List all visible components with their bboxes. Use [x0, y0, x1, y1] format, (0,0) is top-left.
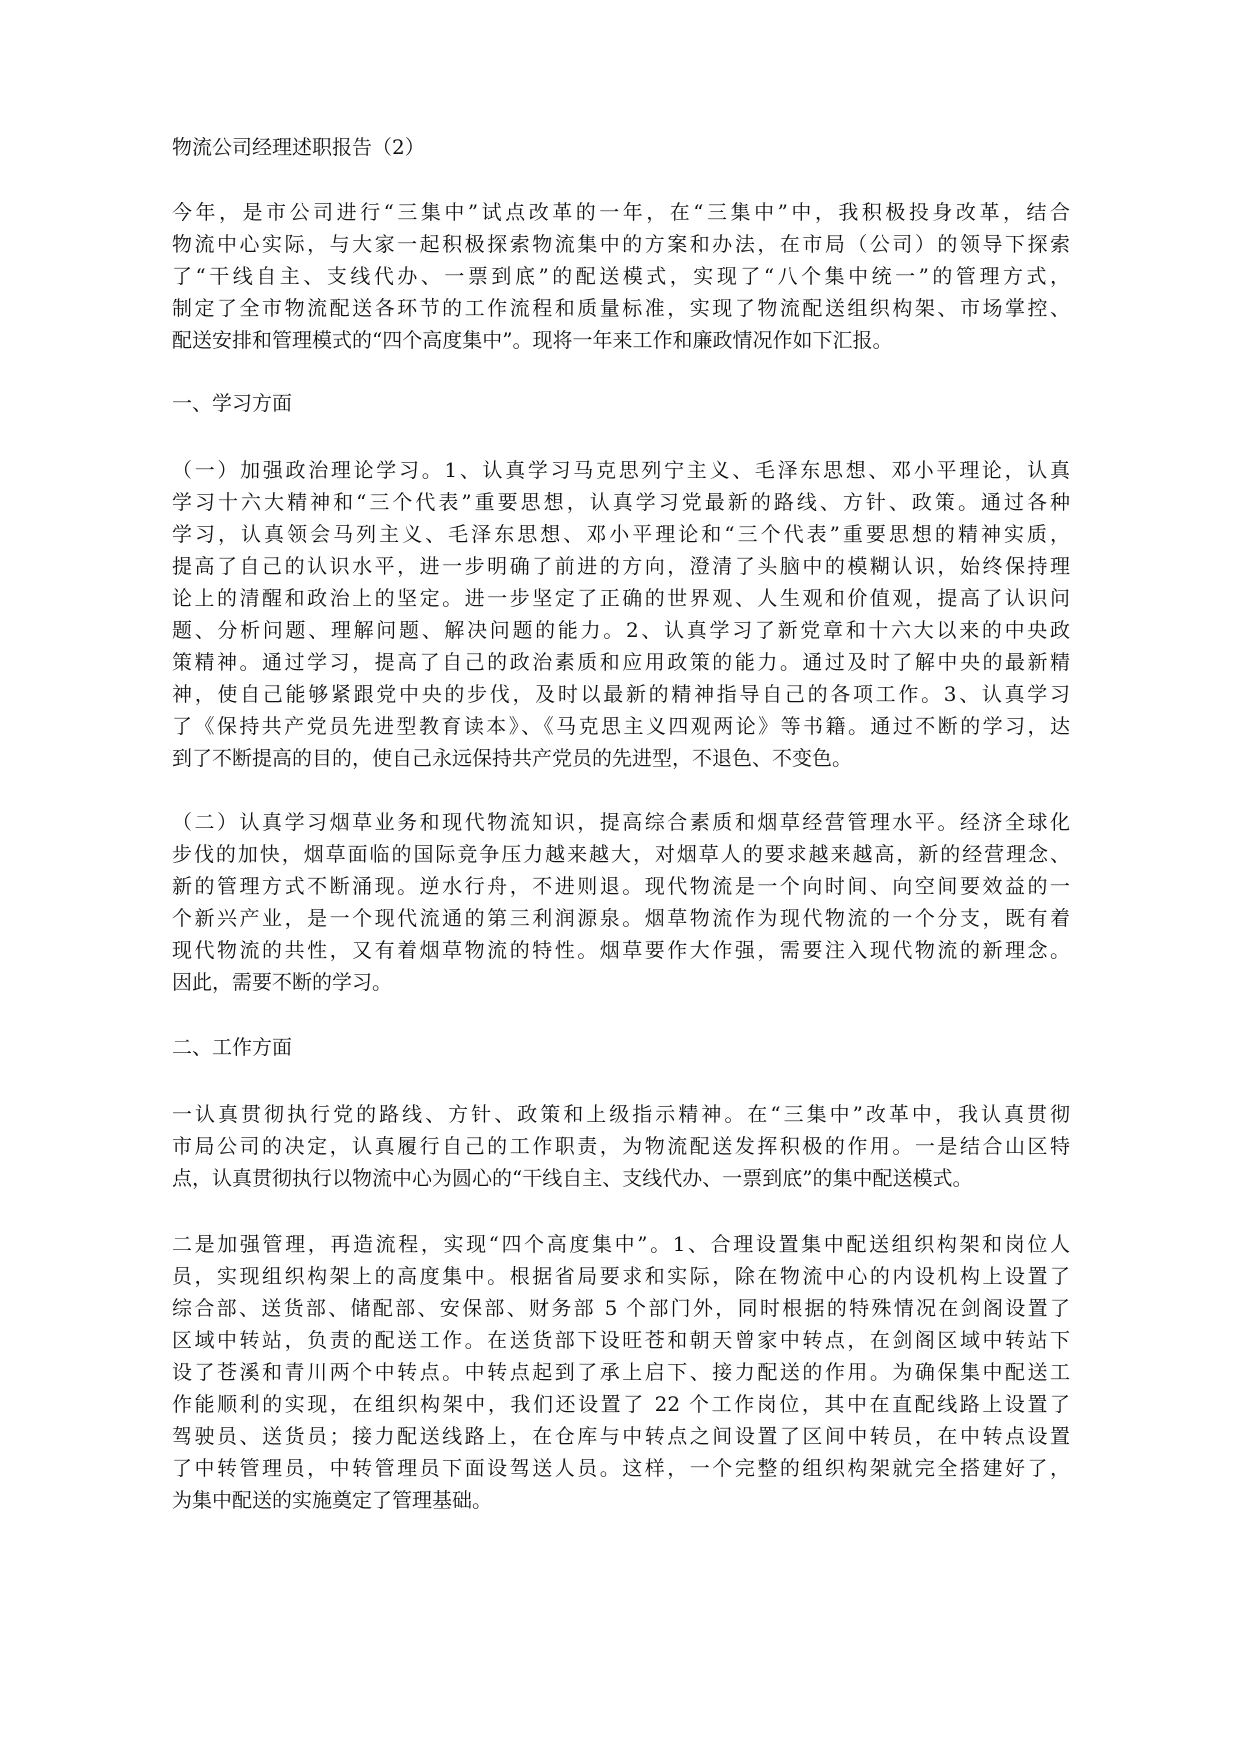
text-line: 作能顺利的实现，在组织构架中，我们还设置了 22 个工作岗位，其中在直配线路上设置了	[172, 1392, 1070, 1416]
text-line: 步伐的加快，烟草面临的国际竞争压力越来越大，对烟草人的要求越来越高，新的经营理念、	[172, 842, 1070, 866]
text-line: 现代物流的共性，又有着烟草物流的特性。烟草要作大作强，需要注入现代物流的新理念。	[172, 938, 1070, 962]
text-line: 驾驶员、送货员；接力配送线路上，在仓库与中转点之间设置了区间中转员，在中转点设置	[172, 1424, 1070, 1448]
text-line: 为集中配送的实施奠定了管理基础。	[172, 1488, 492, 1512]
text-line: 题、分析问题、理解问题、解决问题的能力。2、认真学习了新党章和十六大以来的中央政	[172, 618, 1070, 642]
document-title: 物流公司经理述职报告（2）	[172, 135, 425, 159]
text-line: 新的管理方式不断涌现。逆水行舟，不进则退。现代物流是一个向时间、向空间要效益的一	[172, 874, 1070, 898]
study-paragraph-1	[172, 454, 1070, 774]
text-line: 一认真贯彻执行党的路线、方针、政策和上级指示精神。在“三集中”改革中，我认真贯彻	[172, 1102, 1070, 1126]
text-line: （二）认真学习烟草业务和现代物流知识，提高综合素质和烟草经营管理水平。经济全球化	[172, 810, 1070, 834]
intro-paragraph	[172, 196, 1070, 356]
text-line: 神，使自己能够紧跟党中央的步伐，及时以最新的精神指导自己的各项工作。3、认真学习	[172, 682, 1070, 706]
text-line: 策精神。通过学习，提高了自己的政治素质和应用政策的能力。通过及时了解中央的最新精	[172, 650, 1070, 674]
text-line: 提高了自己的认识水平，进一步明确了前进的方向，澄清了头脑中的模糊认识，始终保持理	[172, 554, 1070, 578]
section-heading-study: 一、学习方面	[172, 391, 292, 415]
text-line: 因此，需要不断的学习。	[172, 970, 392, 994]
text-line: 二是加强管理，再造流程，实现“四个高度集中”。1、合理设置集中配送组织构架和岗位人	[172, 1232, 1070, 1256]
text-line: （一）加强政治理论学习。1、认真学习马克思列宁主义、毛泽东思想、邓小平理论，认真	[172, 458, 1070, 482]
text-line: 点，认真贯彻执行以物流中心为圆心的“干线自主、支线代办、一票到底”的集中配送模式。	[172, 1166, 973, 1190]
text-line: 论上的清醒和政治上的坚定。进一步坚定了正确的世界观、人生观和价值观，提高了认识问	[172, 586, 1070, 610]
work-paragraph-2	[172, 1228, 1070, 1516]
text-line: 个新兴产业，是一个现代流通的第三利润源泉。烟草物流作为现代物流的一个分支，既有着	[172, 906, 1070, 930]
text-line: 了中转管理员，中转管理员下面设驾送人员。这样，一个完整的组织构架就完全搭建好了，	[172, 1456, 1070, 1480]
text-line: 市局公司的决定，认真履行自己的工作职责，为物流配送发挥积极的作用。一是结合山区特	[172, 1134, 1070, 1158]
text-line: 到了不断提高的目的，使自己永远保持共产党员的先进型，不退色、不变色。	[172, 746, 852, 770]
text-line: 物流中心实际，与大家一起积极探索物流集中的方案和办法，在市局（公司）的领导下探索	[172, 232, 1070, 256]
text-line: 区域中转站，负责的配送工作。在送货部下设旺苍和朝天曾家中转点，在剑阁区域中转站下	[172, 1328, 1070, 1352]
section-heading-work: 二、工作方面	[172, 1035, 292, 1059]
text-line: 学习十六大精神和“三个代表”重要思想，认真学习党最新的路线、方针、政策。通过各种	[172, 490, 1070, 514]
text-line: 制定了全市物流配送各环节的工作流程和质量标准，实现了物流配送组织构架、市场掌控、	[172, 296, 1070, 320]
text-line: 了《保持共产党员先进型教育读本》、《马克思主义四观两论》等书籍。通过不断的学习，达	[172, 714, 1070, 738]
text-line: 设了苍溪和青川两个中转点。中转点起到了承上启下、接力配送的作用。为确保集中配送工	[172, 1360, 1070, 1384]
study-paragraph-2	[172, 806, 1070, 998]
work-paragraph-1	[172, 1098, 1070, 1194]
text-line: 今年，是市公司进行“三集中”试点改革的一年，在“三集中”中，我积极投身改革，结合	[172, 200, 1070, 224]
text-line: 配送安排和管理模式的“四个高度集中”。现将一年来工作和廉政情况作如下汇报。	[172, 328, 893, 352]
text-line: 学习，认真领会马列主义、毛泽东思想、邓小平理论和“三个代表”重要思想的精神实质，	[172, 522, 1070, 546]
text-line: 了“干线自主、支线代办、一票到底”的配送模式，实现了“八个集中统一”的管理方式，	[172, 264, 1070, 288]
text-line: 综合部、送货部、储配部、安保部、财务部 5 个部门外，同时根据的特殊情况在剑阁设置了	[172, 1296, 1070, 1320]
text-line: 员，实现组织构架上的高度集中。根据省局要求和实际，除在物流中心的内设机构上设置了	[172, 1264, 1070, 1288]
